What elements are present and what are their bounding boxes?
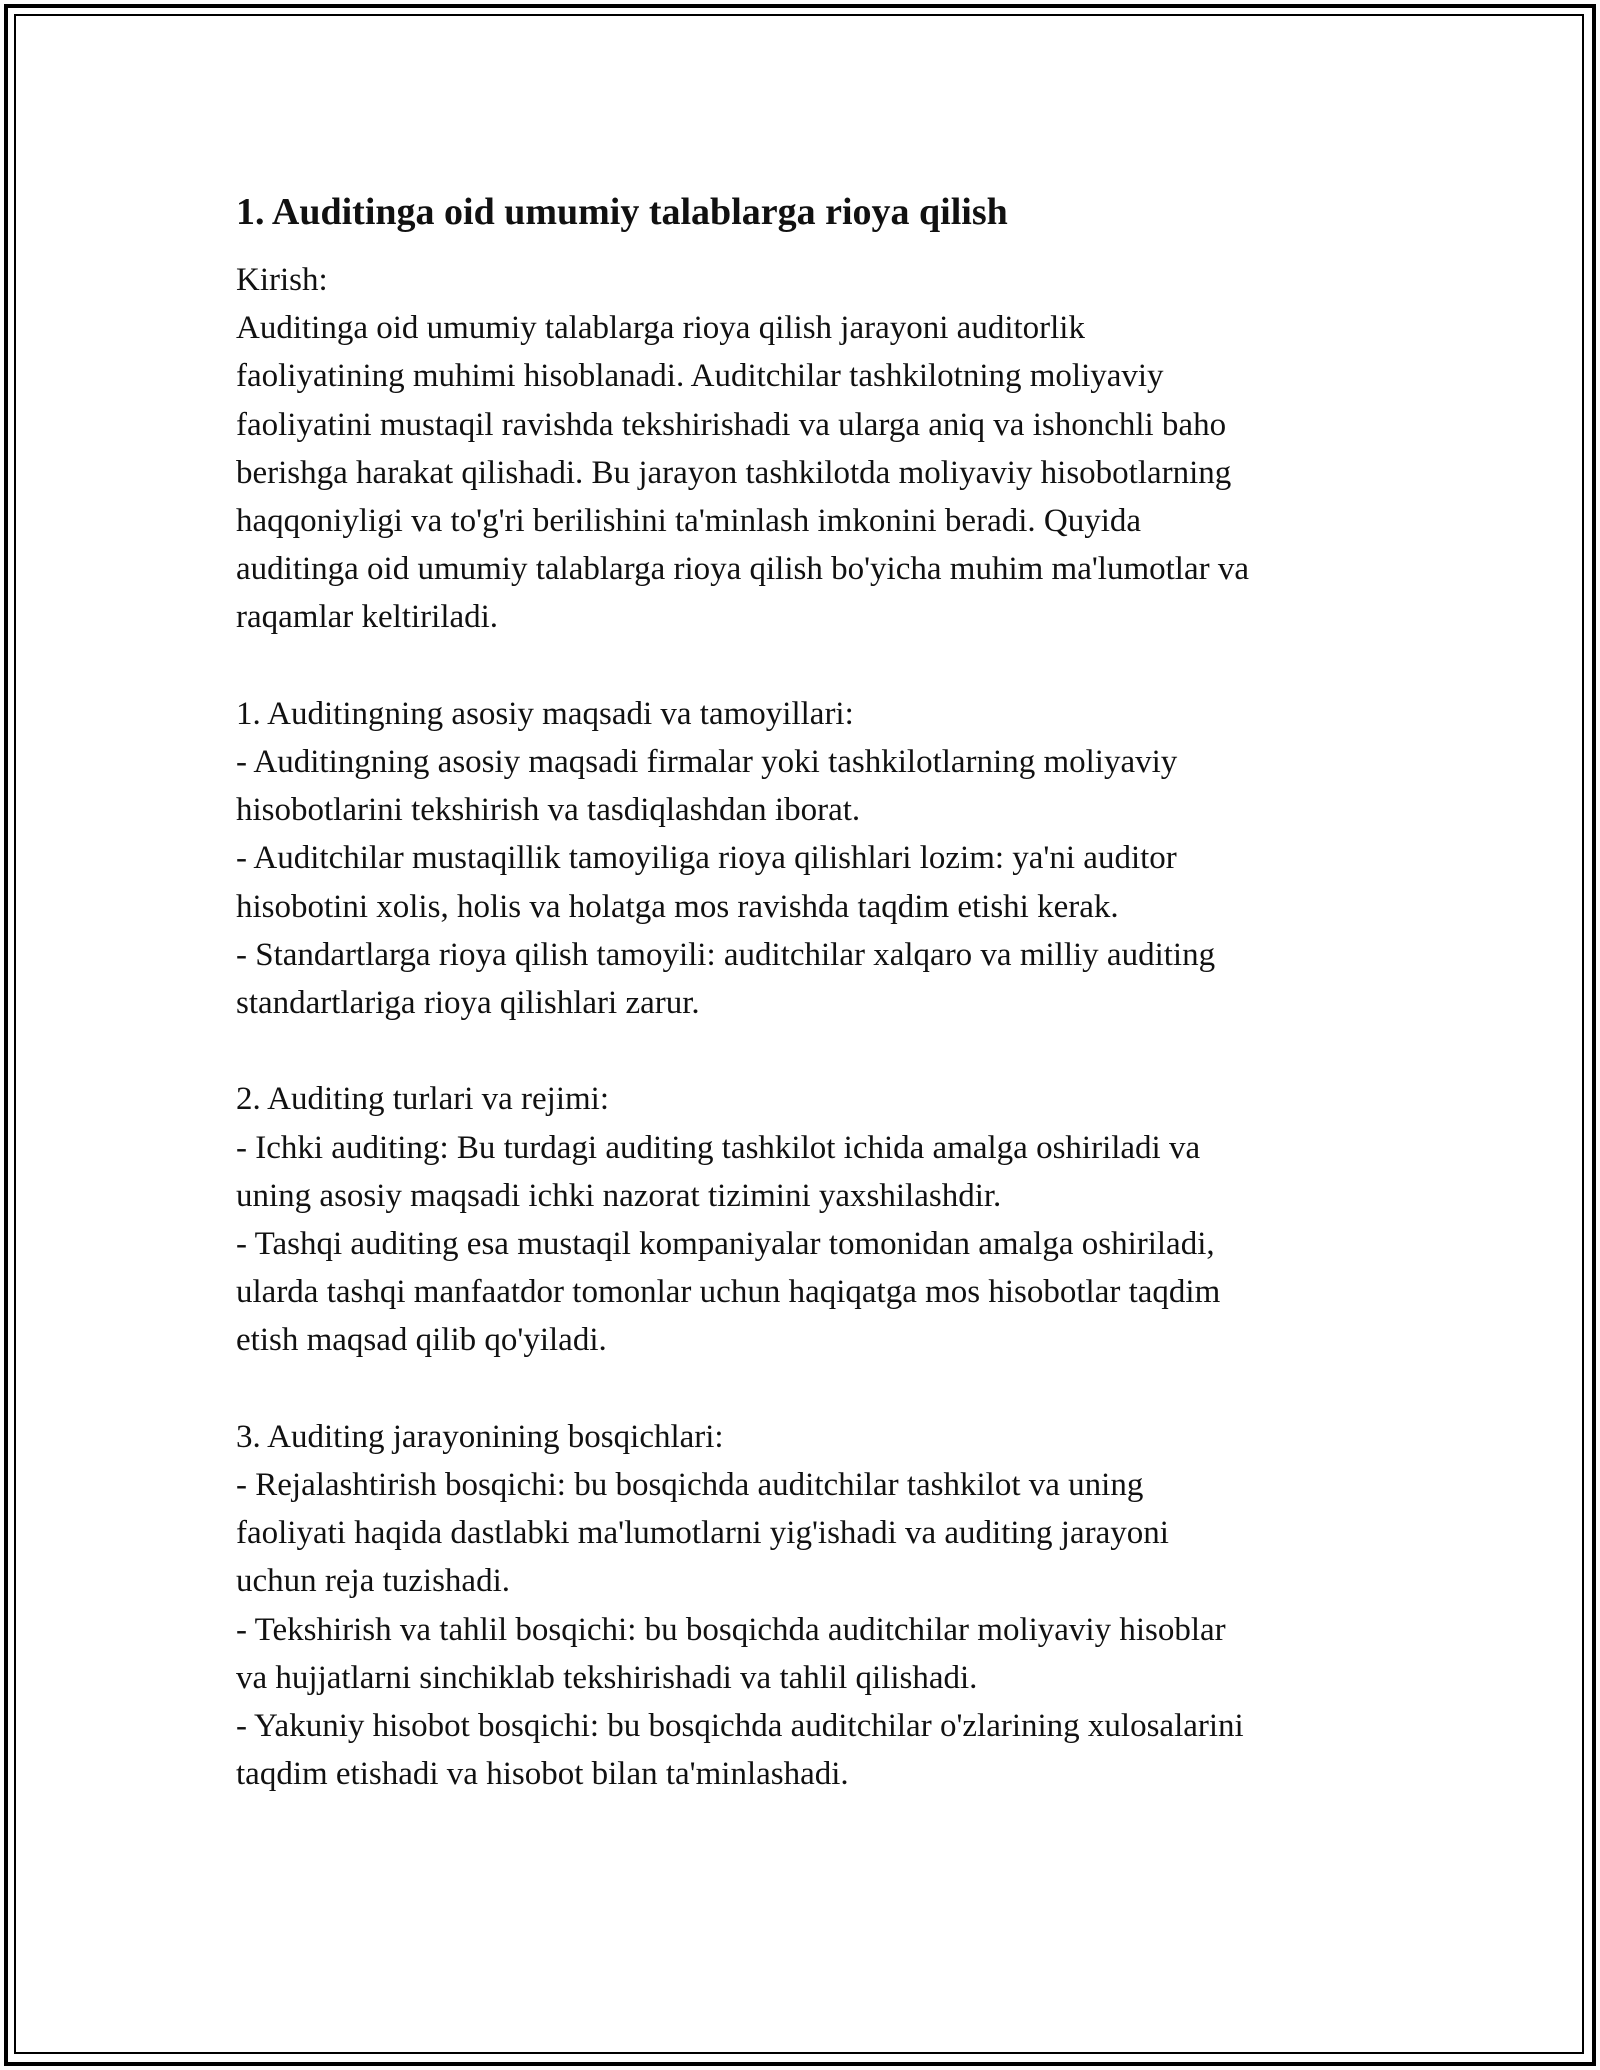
section-line: etish maqsad qilib qo'yiladi. [236,1322,607,1359]
section-line: hisobotlarini tekshirish va tasdiqlashdan iborat. [236,792,861,829]
section-line: - Rejalashtirish bosqichi: bu bosqichda auditchilar tashkilot va uning [236,1467,1144,1504]
section-line: - Tashqi auditing esa mustaqil kompaniyalar tomonidan amalga oshiriladi, [236,1226,1215,1263]
section-line: uning asosiy maqsadi ichki nazorat tizimini yaxshilashdir. [236,1177,1002,1214]
section-heading: 2. Auditing turlari va rejimi: [236,1081,610,1118]
section-line: - Standartlarga rioya qilish tamoyili: auditchilar xalqaro va milliy auditing [236,936,1216,973]
intro-line: raqamlar keltiriladi. [236,599,499,636]
paragraph-spacer [236,642,1376,690]
section-line: ularda tashqi manfaatdor tomonlar uchun haqiqatga mos hisobotlar taqdim [236,1274,1221,1311]
section-line: hisobotini xolis, holis va holatga mos ravishda taqdim etishi kerak. [236,888,1119,925]
section-heading: 3. Auditing jarayonining bosqichlari: [236,1418,724,1455]
document-body [236,186,1376,1798]
section-heading: 1. Auditingning asosiy maqsadi va tamoyillari: [236,695,854,732]
section-line: - Auditingning asosiy maqsadi firmalar yoki tashkilotlarning moliyaviy [236,744,1178,781]
section-line: faoliyati haqida dastlabki ma'lumotlarni yig'ishadi va auditing jarayoni [236,1515,1169,1552]
intro-paragraph [236,256,1376,642]
intro-line: haqqoniyligi va to'g'ri berilishini ta'minlash imkonini beradi. Quyida [236,503,1142,540]
intro-line: auditinga oid umumiy talablarga rioya qilish bo'yicha muhim ma'lumotlar va [236,551,1249,588]
document-title: 1. Auditinga oid umumiy talablarga rioya qilish [236,191,1008,233]
intro-line: Auditinga oid umumiy talablarga rioya qilish jarayoni auditorlik [236,310,1085,347]
section-line: taqdim etishadi va hisobot bilan ta'minlashadi. [236,1756,849,1793]
section-line: - Yakuniy hisobot bosqichi: bu bosqichda auditchilar o'zlarining xulosalarini [236,1708,1244,1745]
section-line: - Tekshirish va tahlil bosqichi: bu bosqichda auditchilar moliyaviy hisoblar [236,1611,1226,1648]
section-audit-types [236,1075,1376,1364]
intro-line: berishga harakat qilishadi. Bu jarayon tashkilotda moliyaviy hisobotlarning [236,454,1232,491]
intro-line: faoliyatining muhimi hisoblanadi. Auditchilar tashkilotning moliyaviy [236,358,1164,395]
intro-heading: Kirish: [236,262,328,298]
section-line: - Ichki auditing: Bu turdagi auditing tashkilot ichida amalga oshiriladi va [236,1129,1201,1166]
paragraph-spacer [236,1027,1376,1075]
intro-line: faoliyatini mustaqil ravishda tekshirishadi va ularga aniq va ishonchli baho [236,406,1227,443]
section-line: standartlariga rioya qilishlari zarur. [236,985,700,1022]
paragraph-spacer [236,1365,1376,1413]
section-line: uchun reja tuzishadi. [236,1563,510,1600]
section-line: - Auditchilar mustaqillik tamoyiliga rioya qilishlari lozim: ya'ni auditor [236,840,1177,877]
section-audit-stages [236,1413,1376,1799]
section-line: va hujjatlarni sinchiklab tekshirishadi va tahlil qilishadi. [236,1659,978,1696]
section-purpose-principles [236,690,1376,1027]
